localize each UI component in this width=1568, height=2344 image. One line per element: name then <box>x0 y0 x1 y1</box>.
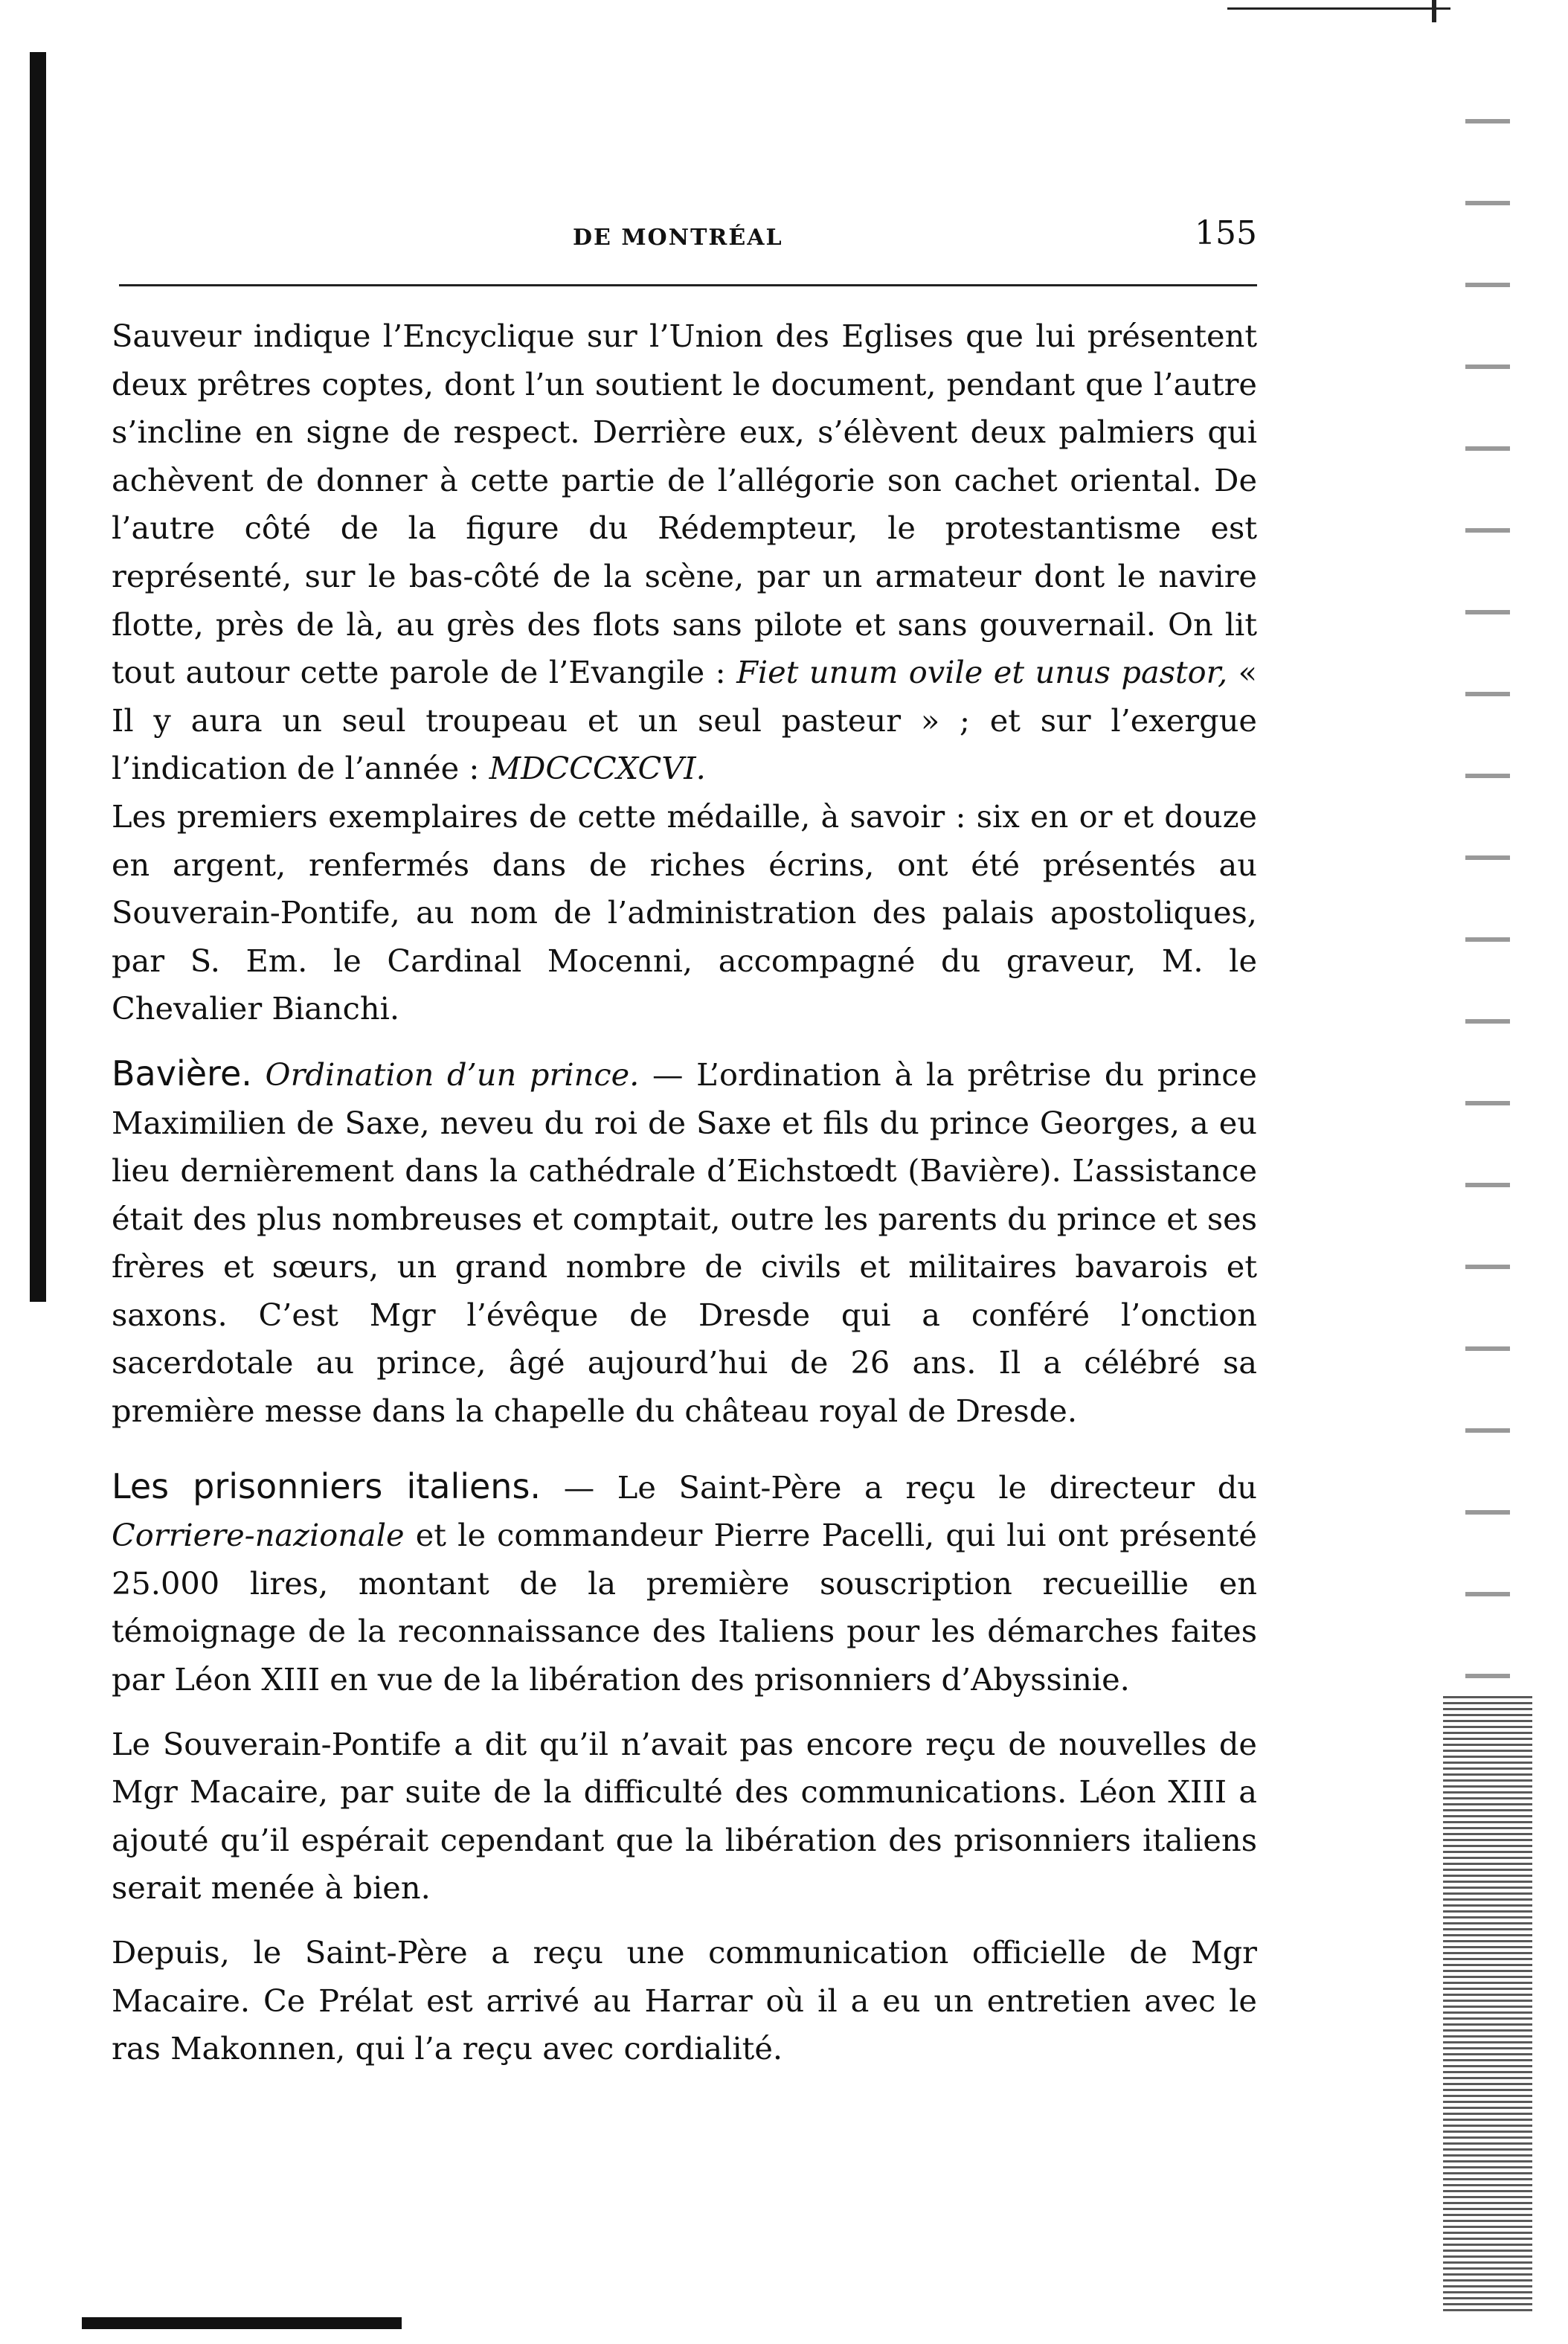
paragraph-text: et le commandeur Pierre Pacelli, qui lui ont présenté 25.000 lires, montant de la première souscription recueillie en témoignage de la reconnaissance des Italiens pour les démarches faites par Léon XIII en vue de la libération des prisonniers d’Abyssinie. <box>112 1517 1257 1698</box>
paragraph-text: Sauveur indique l’Encyclique sur l’Union des Eglises que lui présentent deux prêtres coptes, dont l’un soutient le document, pendant que l’autre s’incline en signe de respect. Derrière eux, s’élèvent deux palmiers qui achèvent de donner à cette partie de l’allégorie son cachet oriental. De l’autre côté de la figure du Rédempteur, le protestantisme est représenté, sur le bas-côté de la scène, par un armateur dont le navire flotte, près de là, au grès des flots sans pilote et sans gouvernail. On lit tout autour cette parole de l’Evangile : <box>112 318 1257 691</box>
newspaper-name: Corriere-nazionale <box>112 1517 405 1554</box>
paragraph-medal-description <box>112 312 1257 793</box>
section-title: Bavière. <box>112 1053 252 1094</box>
paragraph-text: — L’ordination à la prêtrise du prince Maximilien de Saxe, neveu du roi de Saxe et fils du prince Georges, a eu lieu dernièrement dans la cathédrale d’Eichstœdt (Bavière). L’assistance était des plus nombreuses et comptait, outre les parents du prince et ses frères et sœurs, un grand nombre de civils et militaires bavarois et saxons. C’est Mgr l’évêque de Dresde qui a conféré l’onction sacerdotale au prince, âgé aujourd’hui de 26 ans. Il a célébré sa première messe dans la chapelle du château royal de Dresde. <box>112 1056 1257 1430</box>
paragraph-text: Le Souverain-Pontife a dit qu’il n’avait pas encore reçu de nouvelles de Mgr Macaire, par suite de la difficulté des communications. Léon XIII a ajouté qu’il espérait cependant que la libération des prisonniers italiens serait menée à bien. <box>112 1725 1257 1907</box>
section-prisonniers <box>112 1462 1257 1704</box>
paragraph-text: « Il y aura un seul troupeau et un seul pasteur » ; et sur l’exergue l’indication de l’année : <box>112 654 1257 787</box>
paragraph-macaire-harrar <box>112 1929 1257 2073</box>
section-title: Les prisonniers italiens. <box>112 1465 542 1506</box>
scan-right-dots-artifact <box>1465 89 1510 1689</box>
running-head <box>112 214 1257 259</box>
paragraph-macaire-news <box>112 1721 1257 1913</box>
scan-left-edge-artifact <box>30 52 46 1302</box>
scan-top-rule-artifact <box>1227 7 1450 10</box>
section-baviere <box>112 1050 1257 1436</box>
page-number: 155 <box>1195 214 1257 252</box>
year-numeral: MDCCCXCVI. <box>489 750 706 787</box>
scan-bottom-bar-artifact <box>82 2317 402 2329</box>
paragraph-text: — Le Saint-Père a reçu le directeur du <box>563 1468 1257 1506</box>
scan-top-mark-artifact <box>1432 0 1436 22</box>
paragraph-text: Les premiers exemplaires de cette médaille, à savoir : six en or et douze en argent, renfermés dans de riches écrins, ont été présentés au Souverain-Pontife, au nom de l’administration des palais apostoliques, par S. Em. le Cardinal Mocenni, accompagné du graveur, M. le Chevalier Bianchi. <box>112 797 1257 1027</box>
scan-right-speckle-artifact <box>1443 1696 1532 2314</box>
paragraph-text: Depuis, le Saint-Père a reçu une communication officielle de Mgr Macaire. Ce Prélat est arrivé au Harrar où il a eu un entretien avec le ras Makonnen, qui l’a reçu avec cordialité. <box>112 1934 1257 2067</box>
body-text <box>112 312 1257 2073</box>
section-subtitle: Ordination d’un prince. <box>265 1056 640 1093</box>
latin-quote: Fiet unum ovile et unus pastor, <box>736 654 1228 691</box>
running-title: DE MONTRÉAL <box>573 225 783 251</box>
header-rule <box>119 284 1257 286</box>
paragraph-medal-presentation <box>112 793 1257 1033</box>
